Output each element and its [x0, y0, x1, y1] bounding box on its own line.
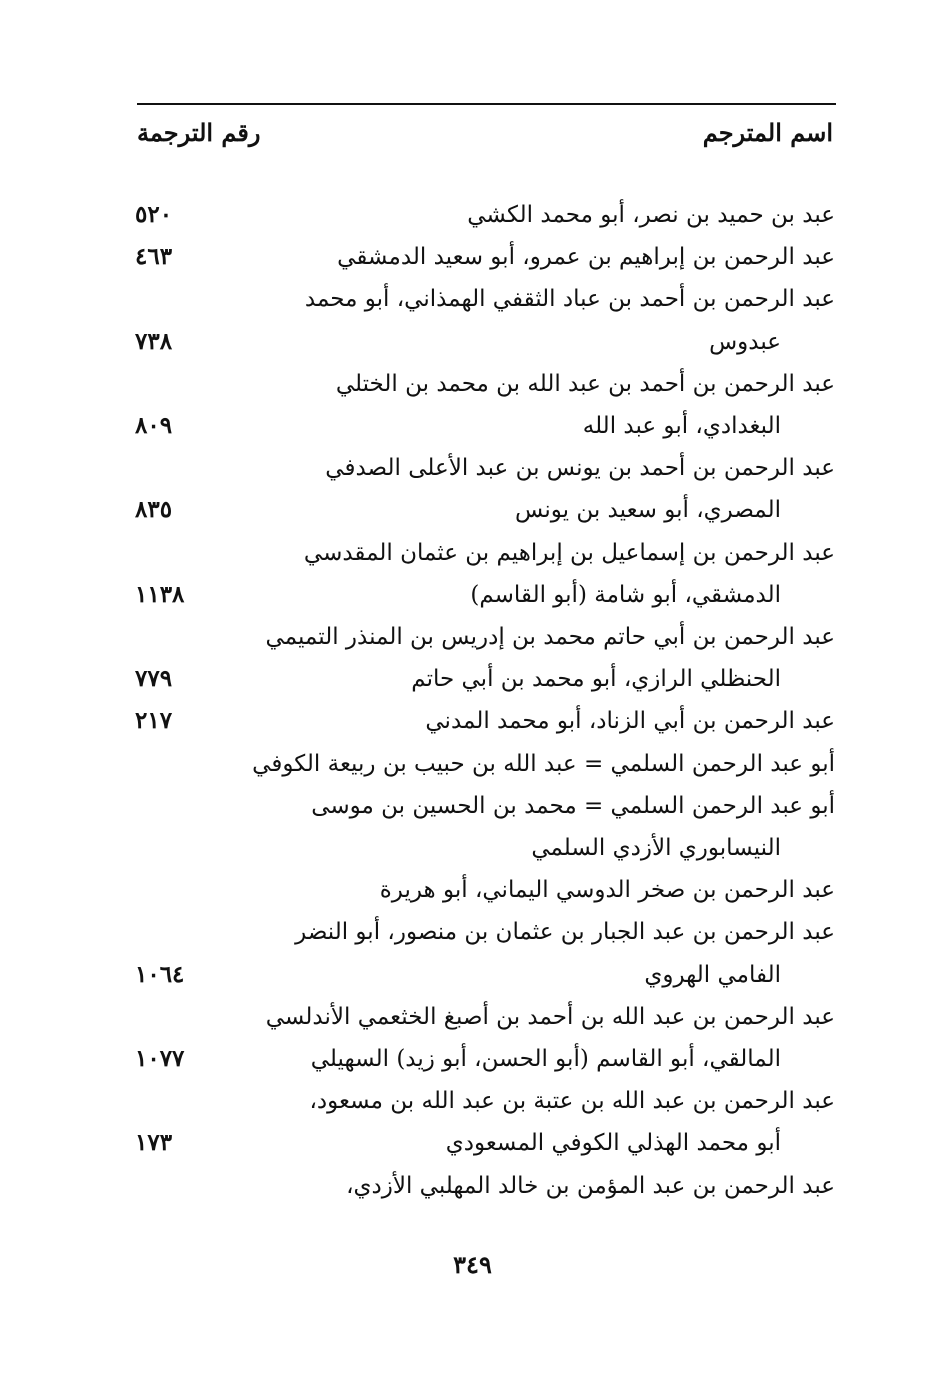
entry-continuation: المصري، أبو سعيد بن يونس: [515, 497, 781, 524]
entry-name: عبد الرحمن بن عبد الله بن عتبة بن عبد الله بن مسعود،: [309, 1088, 835, 1115]
entry-continuation: عبدوس: [709, 328, 781, 355]
entry-name: عبد الرحمن بن عبد الله بن أحمد بن أصبغ الخثعمي الأندلسي: [265, 1003, 835, 1030]
entry-name: أبو عبد الرحمن السلمي = عبد الله بن حبيب بن ربيعة الكوفي: [252, 750, 835, 777]
entry-name: عبد بن حميد بن نصر، أبو محمد الكشي: [467, 202, 835, 228]
index-line: [0, 1123, 945, 1163]
index-line: [0, 870, 945, 910]
index-line: [0, 490, 945, 530]
index-line: [0, 406, 945, 446]
index-line: [0, 955, 945, 995]
index-line: [0, 786, 945, 826]
entry-number: ٧٧٩: [135, 665, 173, 693]
index-line: [0, 322, 945, 362]
header-rule: [137, 103, 836, 105]
index-line: [0, 575, 945, 615]
entry-name: عبد الرحمن بن أبي الزناد، أبو محمد المدني: [425, 708, 835, 735]
index-line: [0, 1081, 945, 1121]
entry-continuation: الدمشقي، أبو شامة (أبو القاسم): [470, 581, 781, 608]
index-line: [0, 912, 945, 952]
index-line: [0, 828, 945, 868]
entry-continuation: أبو محمد الهذلي الكوفي المسعودي: [445, 1130, 781, 1157]
entry-number: ٨٣٥: [135, 496, 173, 524]
index-line: [0, 1039, 945, 1079]
entry-continuation: البغدادي، أبو عبد الله: [582, 413, 781, 439]
index-line: [0, 1166, 945, 1206]
column-header-name: اسم المترجم: [702, 118, 833, 147]
entry-number: ٤٦٣: [135, 243, 173, 271]
entry-continuation: الحنظلي الرازي، أبو محمد بن أبي حاتم: [411, 666, 781, 693]
index-line: [0, 237, 945, 277]
index-line: [0, 195, 945, 235]
index-line: [0, 701, 945, 741]
entry-name: عبد الرحمن بن أحمد بن يونس بن عبد الأعلى الصدفي: [325, 455, 835, 482]
index-line: [0, 533, 945, 573]
entry-continuation: الفامي الهروي: [644, 961, 781, 988]
index-line: [0, 364, 945, 404]
entry-name: عبد الرحمن بن إبراهيم بن عمرو، أبو سعيد الدمشقي: [337, 244, 835, 271]
index-line: [0, 617, 945, 657]
entry-continuation: النيسابوري الأزدي السلمي: [531, 835, 781, 861]
entry-name: عبد الرحمن بن أحمد بن عبد الله بن محمد بن الختلي: [335, 370, 835, 397]
entry-name: عبد الرحمن بن أحمد بن عباد الثقفي الهمذاني، أبو محمد: [304, 286, 835, 313]
index-line: [0, 279, 945, 319]
column-header-number: رقم الترجمة: [137, 118, 261, 147]
entry-name: عبد الرحمن بن عبد المؤمن بن خالد المهلبي الأزدي،: [346, 1172, 835, 1199]
index-line: [0, 448, 945, 488]
entry-name: أبو عبد الرحمن السلمي = محمد بن الحسين بن موسى: [311, 792, 835, 819]
index-line: [0, 744, 945, 784]
entry-name: عبد الرحمن بن عبد الجبار بن عثمان بن منصور، أبو النضر: [295, 919, 835, 946]
entry-number: ٥٢٠: [135, 201, 173, 228]
page-number: ٣٤٩: [453, 1250, 492, 1279]
entry-number: ١٠٦٤: [135, 960, 185, 988]
entry-number: ١٧٣: [135, 1129, 173, 1157]
entry-name: عبد الرحمن بن صخر الدوسي اليماني، أبو هريرة: [379, 877, 835, 904]
entry-number: ١١٣٨: [135, 580, 185, 608]
entry-name: عبد الرحمن بن إسماعيل بن إبراهيم بن عثمان المقدسي: [303, 539, 835, 566]
entry-name: عبد الرحمن بن أبي حاتم محمد بن إدريس بن المنذر التميمي: [265, 624, 835, 650]
entry-number: ١٠٧٧: [135, 1045, 185, 1072]
entry-continuation: المالقي، أبو القاسم (أبو الحسن، أبو زيد) السهيلي: [310, 1046, 781, 1072]
entry-number: ٢١٧: [135, 707, 173, 735]
entry-number: ٨٠٩: [135, 412, 173, 439]
index-line: [0, 997, 945, 1037]
index-line: [0, 659, 945, 699]
entry-number: ٧٣٨: [135, 327, 173, 355]
